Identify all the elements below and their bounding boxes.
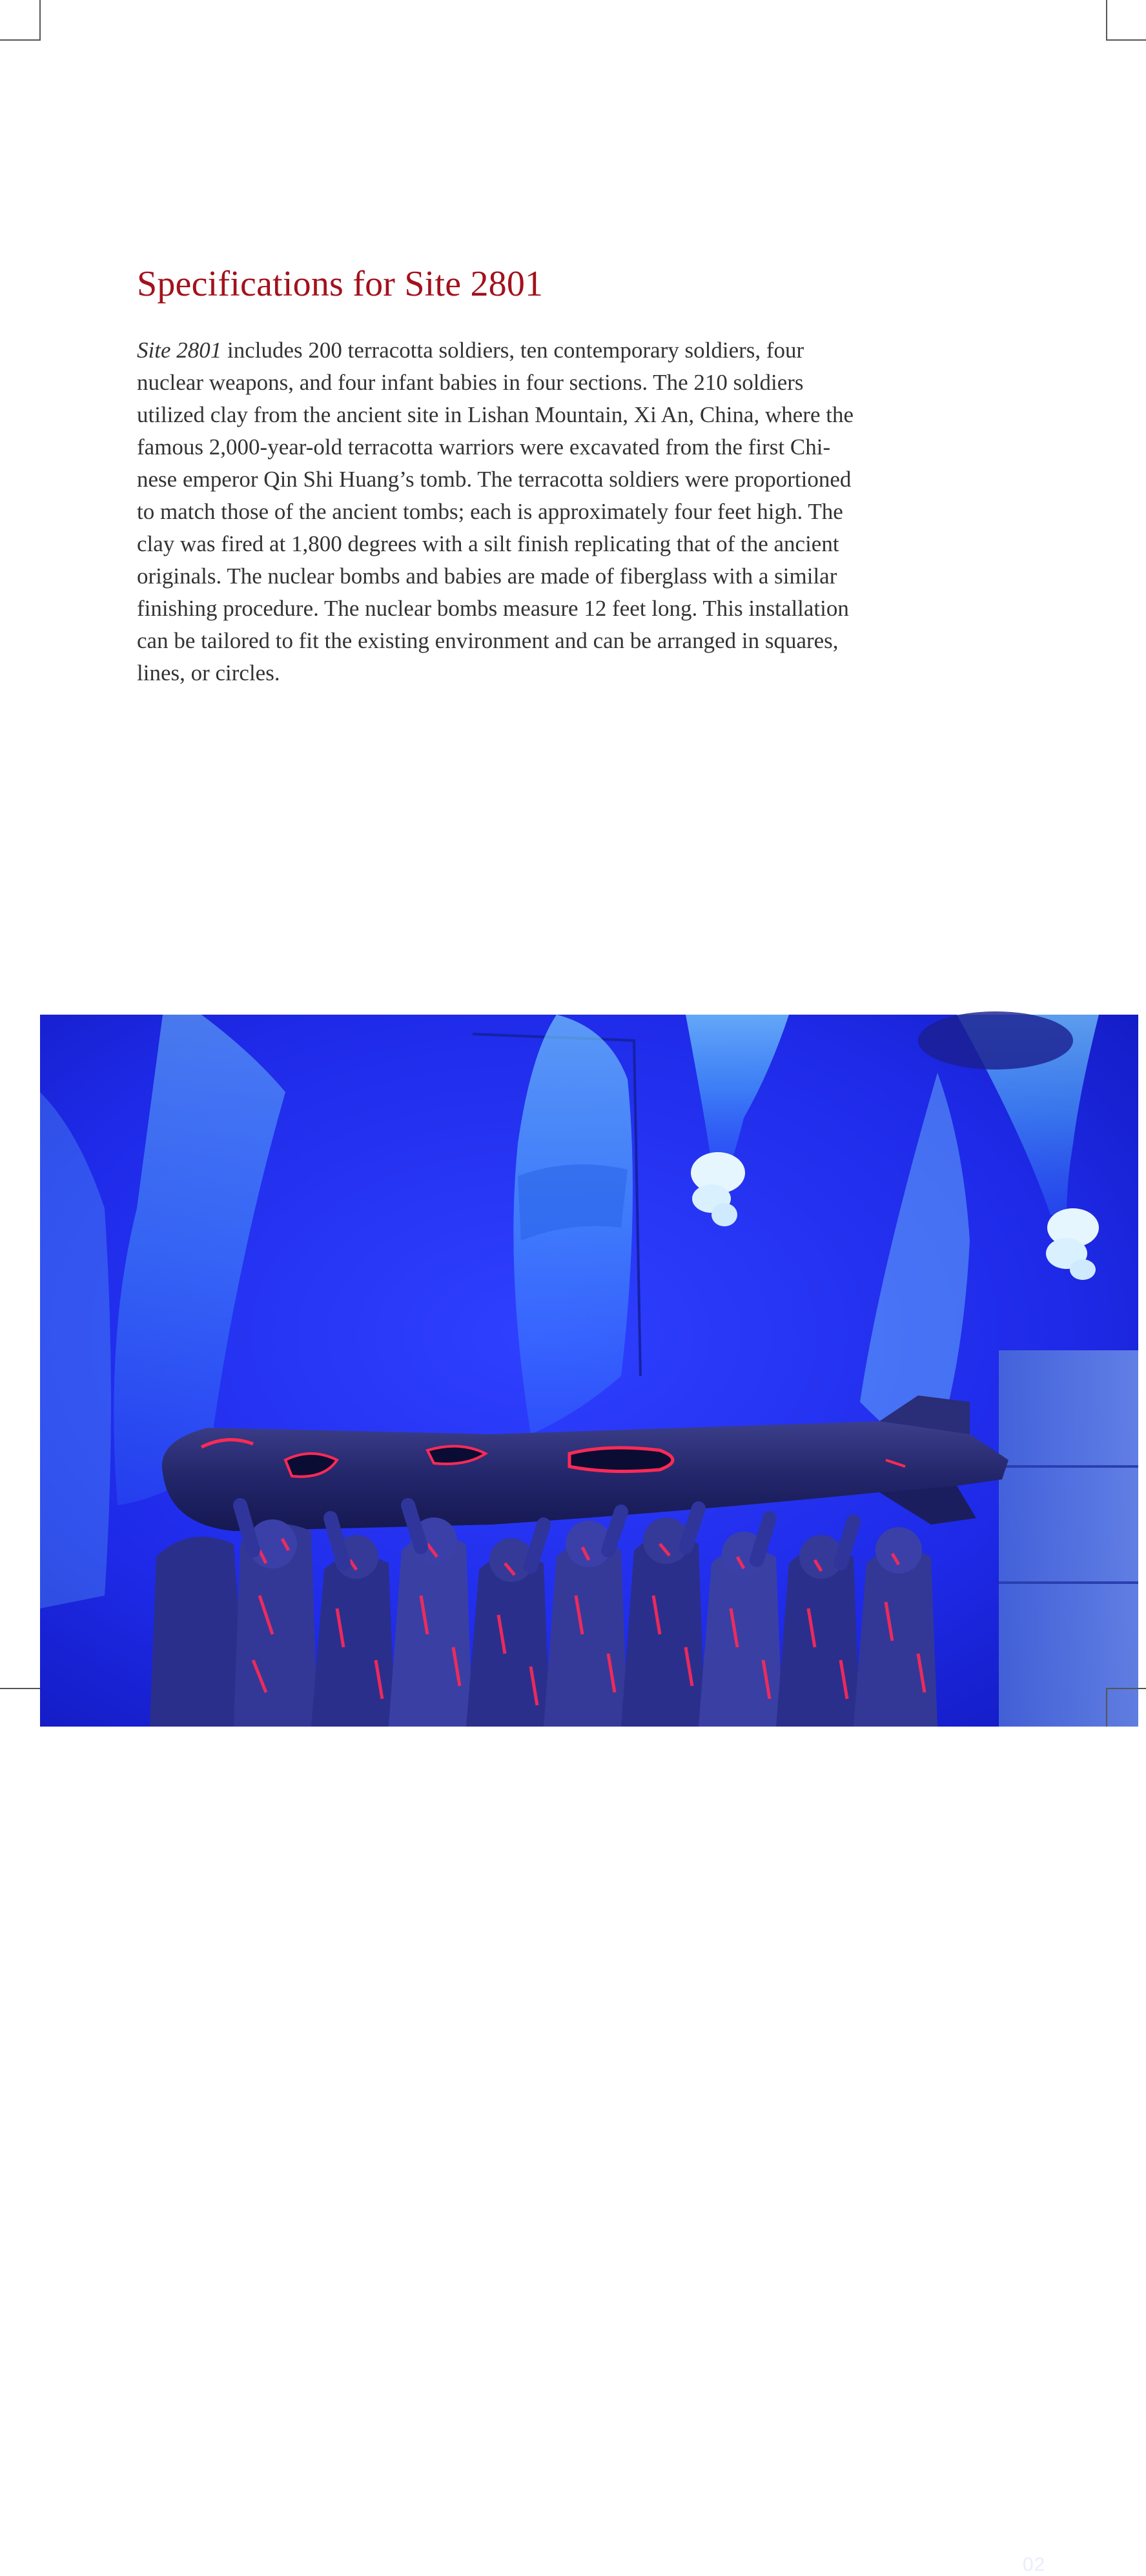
paragraph-line: finishing procedure. The nuclear bombs measure 12 feet long. This installation xyxy=(137,596,849,621)
ceiling-fixture xyxy=(918,1011,1073,1070)
paragraph-line: nese emperor Qin Shi Huang’s tomb. The terracotta soldiers were proportioned xyxy=(137,467,852,492)
paragraph-line: clay was fired at 1,800 degrees with a silt finish replicating that of the ancient xyxy=(137,531,839,556)
paragraph-line: Site 2801 includes 200 terracotta soldiers, ten contemporary soldiers, four xyxy=(137,338,804,363)
paragraph-line: can be tailored to fit the existing environment and can be arranged in squares, xyxy=(137,628,839,653)
installation-photo-illustration xyxy=(40,1015,1138,1727)
paragraph-line: to match those of the ancient tombs; each is approximately four feet high. The xyxy=(137,499,843,524)
crop-mark-top-right xyxy=(1106,0,1146,41)
terracotta-soldiers xyxy=(150,1505,937,1727)
crop-mark-bottom-left xyxy=(0,1688,41,1727)
section-heading: Specifications for Site 2801 xyxy=(137,264,544,304)
paragraph-line: originals. The nuclear bombs and babies are made of fiberglass with a similar xyxy=(137,563,837,589)
crop-mark-bottom-right xyxy=(1106,1688,1146,1727)
paragraph-line: famous 2,000-year-old terracotta warriors were excavated from the first Chi- xyxy=(137,434,831,460)
artwork-title-italic: Site 2801 xyxy=(137,338,222,363)
paragraph-line: nuclear weapons, and four infant babies in four sections. The 210 soldiers xyxy=(137,370,804,395)
wooden-crate xyxy=(999,1350,1138,1727)
specification-paragraph xyxy=(137,334,937,689)
installation-photo xyxy=(40,1015,1138,2575)
paragraph-line: lines, or circles. xyxy=(137,660,280,685)
crop-mark-top-left xyxy=(0,0,41,41)
paragraph-line: utilized clay from the ancient site in Lishan Mountain, Xi An, China, where the xyxy=(137,402,854,427)
page-number: 02 xyxy=(1023,2554,1046,2575)
